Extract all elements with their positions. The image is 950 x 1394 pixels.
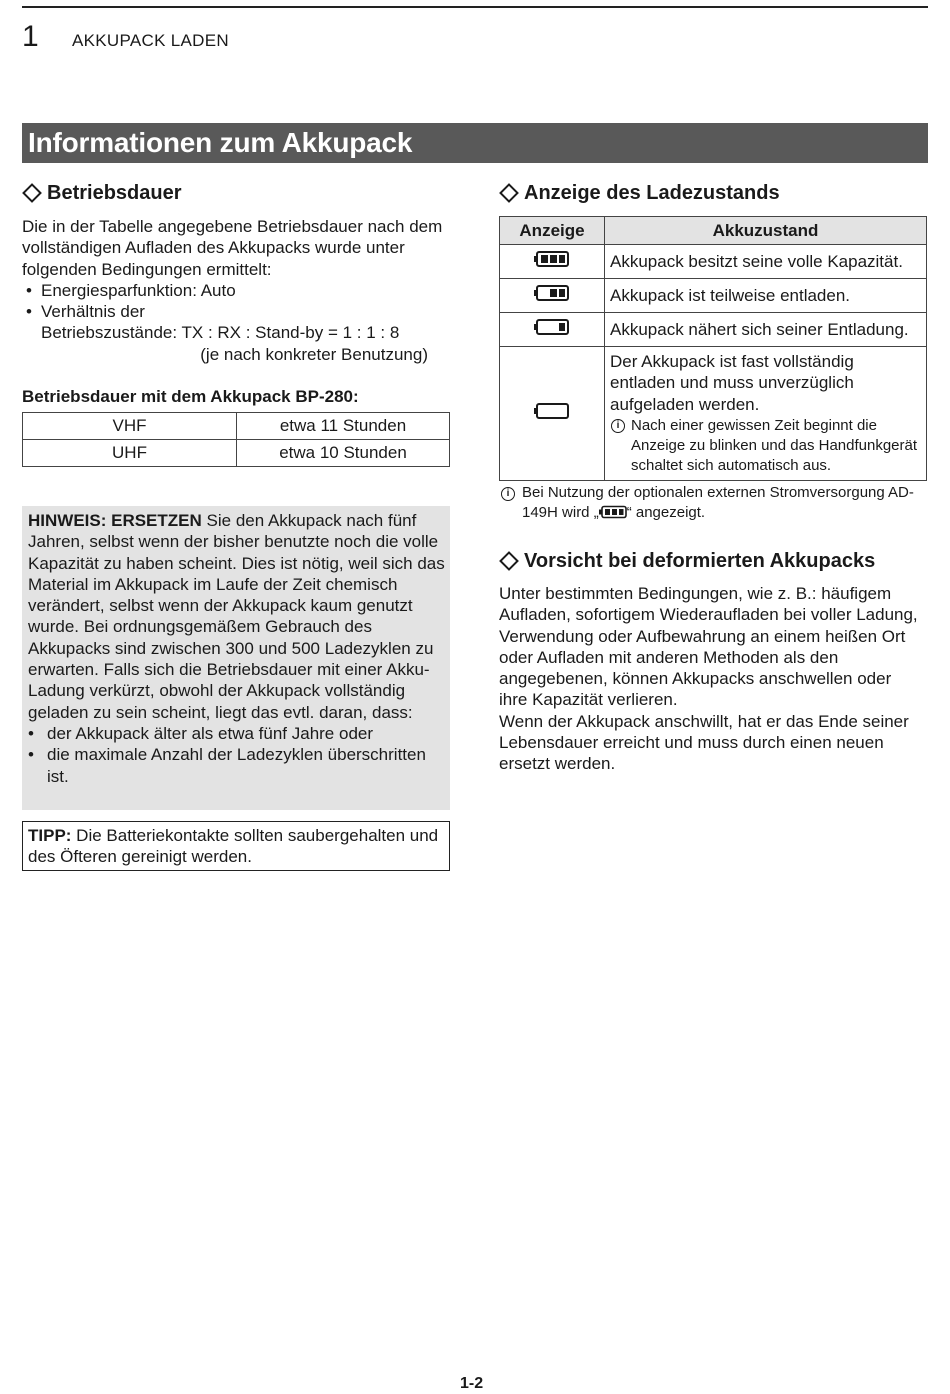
state-note: i Nach einer gewissen Zeit beginnt die Anzeige zu blinken und das Handfunkgerät schaltet sich automatisch aus. [610,416,921,476]
battery-empty-icon [534,402,570,420]
table-row [500,245,927,279]
table-row [500,347,927,481]
battery-one-third-icon [534,318,570,336]
hinweis-label: HINWEIS: ERSETZEN [28,511,202,530]
info-icon: i [501,487,515,501]
col-header-state: Akkuzustand [605,217,927,245]
header-rule [22,6,928,8]
section-banner [22,123,928,163]
battery-external-icon [599,505,627,519]
duration-cell: etwa 10 Stunden [237,440,450,467]
state-cell: Der Akkupack ist fast vollständig entladen und muss unverzüglich aufgeladen werden. i Nach einer gewissen Zeit beginnt die Anzeige zu blinken und das Handfunkgerät schaltet sich automatisch aus. [605,347,927,481]
list-item: • die maximale Anzahl der Ladezyklen überschritten ist. [28,745,426,786]
tipp-label: TIPP: [28,826,72,845]
tipp-box [22,821,450,871]
table-row [500,313,927,347]
list-item: • Verhältnis der [26,302,145,322]
band-cell: UHF [23,440,237,467]
page-number: 1-2 [460,1375,484,1392]
charge-state-table [499,216,927,481]
vorsicht-text [499,583,924,775]
list-item: • Energiesparfunktion: Auto [26,280,236,300]
betriebsdauer-intro: Die in der Tabelle angegebene Betriebsdauer nach dem vollständigen Aufladen des Akkupacks wurde unter folgenden Bedingungen ermittelt: [22,217,443,279]
info-icon: i [611,419,625,433]
vorsicht-paragraph-2: Wenn der Akkupack anschwillt, hat er das Ende seiner Lebensdauer erreicht und muss durch einen neuen ersetzt werden. [499,711,909,774]
ratio-line: Betriebszustände: TX : RX : Stand-by = 1 : 1 : 8 [41,323,400,343]
state-cell: Akkupack ist teilweise entladen. [605,279,927,313]
col-header-indicator: Anzeige [500,217,605,245]
runtime-table [22,412,450,467]
external-power-note: i Bei Nutzung der optionalen externen Stromversorgung AD-149H wird „ “ angezeigt. [499,483,929,523]
section-title: Informationen zum Akkupack [28,127,413,158]
table-row [500,279,927,313]
tipp-text: TIPP: Die Batteriekontakte sollten saubergehalten und des Öfteren gereinigt werden. [28,826,439,867]
chapter-number: 1 [22,20,39,53]
diamond-icon [499,551,519,571]
table-header-row [500,217,927,245]
ratio-note: (je nach konkreter Benutzung) [200,344,428,364]
state-cell: Akkupack besitzt seine volle Kapazität. [605,245,927,279]
betriebsdauer-text [22,216,450,365]
hinweis-text: HINWEIS: ERSETZEN Sie den Akkupack nach fünf Jahren, selbst wenn der bisher benutzte noch die volle Kapazität zu haben scheint. Dies ist nötig, weil sich das Material im Akkupack im Laufe der Zeit chemisch verändert, selbst wenn der Akkupack kaum genutzt wurde. Bei ordnungsgemäßem Gebrauch des Akkupacks sind zwischen 300 und 500 Ladezyklen zu erwarten. Falls sich die Betriebsdauer mit einer Akku-Ladung verkürzt, obwohl der Akkupack vollständig geladen zu sein scheint, liegt das evtl. daran, dass: • der Akkupack älter als etwa fünf Jahre oder • die maximale Anzahl der Ladezyklen überschritten ist. [28,510,448,787]
diamond-icon [22,183,42,203]
diamond-icon [499,183,519,203]
table-row [23,440,450,467]
runtime-table-heading: Betriebsdauer mit dem Akkupack BP-280: [22,387,359,406]
state-cell: Akkupack nähert sich seiner Entladung. [605,313,927,347]
table-row [23,413,450,440]
battery-full-icon [534,250,570,268]
vorsicht-paragraph-1: Unter bestimmten Bedingungen, wie z. B.: häufigem Aufladen, sofortigem Wiederaufladen bei voller Ladung, Verwendung oder Aufbewahrung an einem heißen Ort oder Aufladen mit anderen Methoden als den angegebenen, können Akkupacks anschwellen oder ihre Kapazität verlieren. [499,584,918,710]
list-item: • der Akkupack älter als etwa fünf Jahre oder [28,723,374,743]
chapter-title: AKKUPACK LADEN [72,31,229,50]
vorsicht-heading: Vorsicht bei deformierten Akkupacks [499,549,875,573]
ladezustand-heading: Anzeige des Ladezustands [499,181,780,205]
band-cell: VHF [23,413,237,440]
duration-cell: etwa 11 Stunden [237,413,450,440]
battery-two-thirds-icon [534,284,570,302]
hinweis-box [22,506,450,810]
betriebsdauer-heading: Betriebsdauer [22,181,182,205]
